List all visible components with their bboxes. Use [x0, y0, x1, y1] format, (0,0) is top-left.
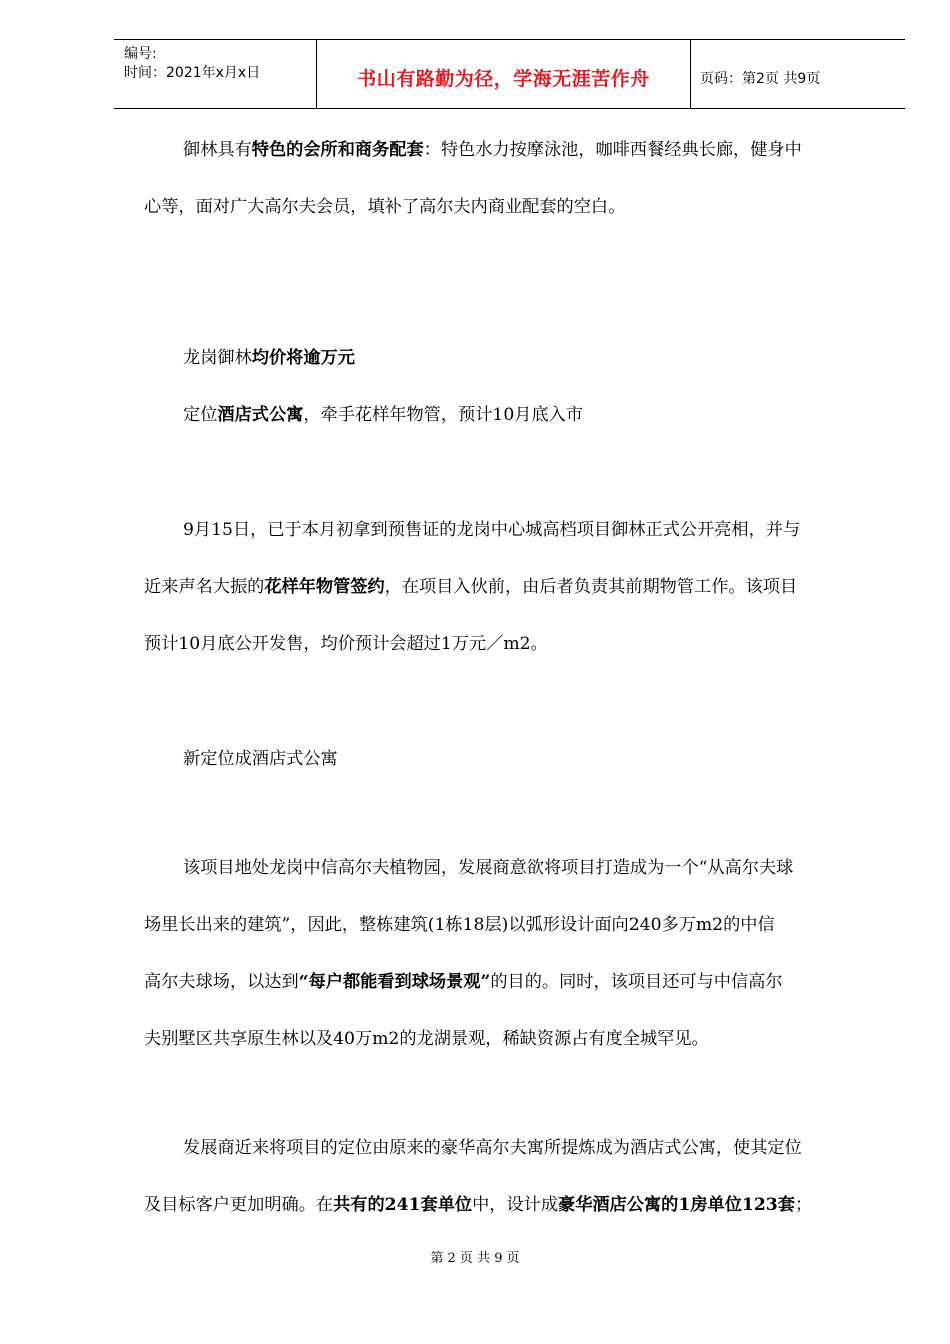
section-heading: 新定位成酒店式公寓 — [183, 749, 338, 769]
paragraph-clubhouse-line-2: 心等，面对广大高尔夫会员，填补了高尔夫内商业配套的空白。 — [144, 197, 626, 217]
number-label: 编号: — [124, 46, 157, 62]
paragraph-clubhouse-line-1: 御林具有特色的会所和商务配套：特色水力按摩泳池，咖啡西餐经典长廊，健身中 — [183, 140, 802, 160]
time-label: 时间：2021年x月x日 — [124, 65, 261, 81]
paragraph-positioning-line-2: 及目标客户更加明确。在共有的241套单位中，设计成豪华酒店公寓的1房单位123套； — [144, 1195, 813, 1215]
paragraph-presale-line-2: 近来声名大振的花样年物管签约，在项目入伙前，由后者负责其前期物管工作。该项目 — [144, 577, 798, 597]
paragraph-location-line-1: 该项目地处龙岗中信高尔夫植物园，发展商意欲将项目打造成为一个“从高尔夫球 — [183, 858, 794, 878]
paragraph-presale-line-1: 9月15日，已于本月初拿到预售证的龙岗中心城高档项目御林正式公开亮相，并与 — [183, 520, 801, 540]
page-footer: 第 2 页 共 9 页 — [430, 1251, 520, 1266]
article-subtitle: 定位酒店式公寓，牵手花样年物管，预计10月底入市 — [183, 405, 584, 425]
header-motto-cell — [317, 40, 691, 108]
article-title: 龙岗御林均价将逾万元 — [183, 348, 355, 368]
paragraph-location-line-2: 场里长出来的建筑”，因此，整栋建筑(1栋18层)以弧形设计面向240多万m2的中信 — [144, 915, 775, 935]
motto: 书山有路勤为径，学海无涯苦作舟 — [357, 68, 650, 90]
paragraph-location-line-3: 高尔夫球场，以达到“每户都能看到球场景观”的目的。同时，该项目还可与中信高尔 — [144, 972, 783, 992]
paragraph-presale-line-3: 预计10月底公开发售，均价预计会超过1万元／m2。 — [144, 634, 548, 654]
header-meta-cell — [114, 40, 317, 108]
paragraph-location-line-4: 夫别墅区共享原生林以及40万m2的龙湖景观，稀缺资源占有度全城罕见。 — [144, 1029, 709, 1049]
paragraph-positioning-line-1: 发展商近来将项目的定位由原来的豪华高尔夫寓所提炼成为酒店式公寓，使其定位 — [183, 1138, 802, 1158]
page-label: 页码：第2页 共9页 — [700, 71, 821, 87]
page-header — [114, 39, 905, 109]
header-page-cell — [691, 40, 905, 108]
